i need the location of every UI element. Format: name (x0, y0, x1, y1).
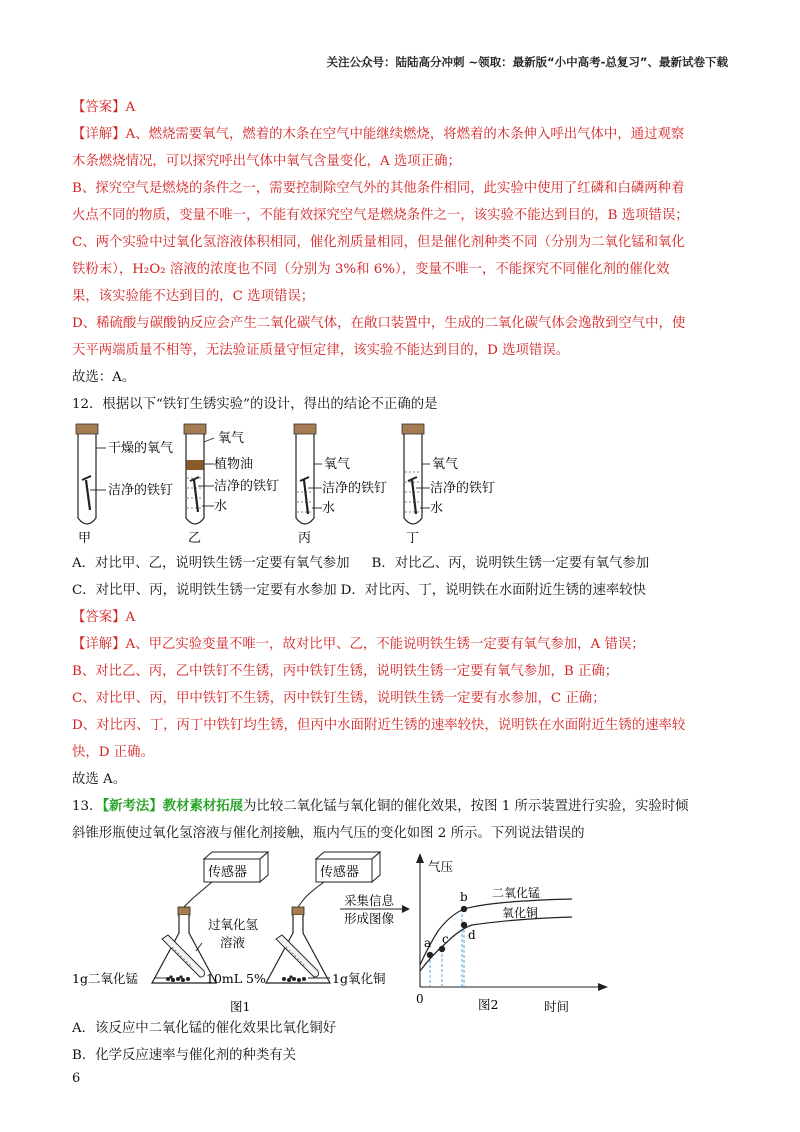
q12-options-row-1 (72, 550, 728, 577)
point-label-a: a (424, 936, 432, 950)
point-a (427, 952, 433, 958)
point-d (461, 922, 467, 928)
right-catalyst-label: 1g氧化铜 (332, 971, 386, 986)
nail-rust-tubes-diagram (72, 418, 728, 546)
tag-topic: 教材素材拓展 (162, 798, 244, 814)
y-axis-label: 气压 (428, 859, 454, 874)
q12-detail-line: B、对比乙、丙，乙中铁钉不生锈，丙中铁钉生锈，说明铁生锈一定要有氧气参加，B 正确； (72, 664, 619, 679)
q13-number: 13． (72, 799, 103, 814)
point-label-d: d (468, 928, 476, 942)
curve-label-cuo: 氧化铜 (502, 906, 539, 920)
page-content (72, 94, 728, 1069)
q11-detail-line: 铁粉末），H₂O₂ 溶液的浓度也不同（分别为 3%和 6%），变量不唯一，不能探究不同催化剂的催化效 (72, 262, 670, 277)
q12-option-b: B．对比乙、丙，说明铁生锈一定要有氧气参加 (371, 556, 650, 571)
sensor-box-left (204, 852, 268, 882)
curve-label-mno2: 二氧化锰 (492, 886, 541, 900)
q11-detail-line: B、探究空气是燃烧的条件之一，需要控制除空气外的其他条件相同，此实验中使用了红磷和白磷两种着 (72, 181, 685, 196)
tube-name-bing: 丙 (298, 531, 312, 546)
q12-option-c: C．对比甲、丙，说明铁生锈一定要有水参加 (72, 583, 337, 598)
label-oxygen: 氧气 (432, 457, 459, 472)
point-c (439, 946, 445, 952)
q12-detail-line: C、对比甲、丙，甲中铁钉不生锈，丙中铁钉生锈，说明铁生锈一定要有水参加，C 正确； (72, 691, 606, 706)
label-plant-oil: 植物油 (214, 457, 254, 472)
figure1-caption: 图1 (230, 999, 251, 1014)
q11-detail-line: 天平两端质量不相等，无法验证质量守恒定律，该实验不能达到目的，D 选项错误。 (72, 343, 570, 358)
figure1 (72, 852, 410, 1014)
sensor-label: 传感器 (208, 865, 248, 880)
label-water: 水 (214, 499, 228, 514)
label-dry-oxygen: 干燥的氧气 (108, 441, 174, 456)
volume-label: 10mL 5% (206, 971, 266, 986)
figure2-graph (416, 853, 608, 1014)
tube-ding (402, 424, 495, 546)
point-label-b: b (460, 890, 468, 904)
q11-answer: 【答案】A (72, 100, 136, 115)
q13-option-a: A．该反应中二氧化锰的催化效果比氧化铜好 (72, 1021, 337, 1036)
left-catalyst-label: 1g二氧化锰 (72, 971, 138, 986)
q11-detail-line: 木条燃烧情况，可以探究呼出气体中氧气含量变化，A 选项正确； (72, 154, 461, 169)
q12-detail-line: 快，D 正确。 (72, 745, 154, 760)
tube-yi (184, 424, 279, 546)
label-clean-nail: 洁净的铁钉 (108, 483, 174, 498)
q12-option-a: A．对比甲、乙，说明铁生锈一定要有氧气参加 (72, 556, 350, 571)
tag-new-method: 【新考法】 (102, 798, 163, 814)
q12-figure (72, 418, 728, 546)
tube-name-ding: 丁 (406, 531, 420, 546)
q12-option-d: D．对比丙、丁，说明铁在水面附近生锈的速率较快 (340, 583, 646, 598)
tube-name-jia: 甲 (78, 531, 92, 546)
q11-detail-line: 果，该实验能不达到目的，C 选项错误； (72, 289, 315, 304)
q13-stem-line-2: 斜锥形瓶使过氧化氢溶液与催化剂接触，瓶内气压的变化如图 2 所示。下列说法错误的 (72, 826, 585, 841)
point-b (461, 906, 467, 912)
label-oxygen: 氧气 (324, 457, 351, 472)
page-number: 6 (72, 1071, 81, 1086)
x-axis-label: 时间 (544, 999, 570, 1014)
label-clean-nail: 洁净的铁钉 (430, 481, 496, 496)
q13-option-b: B．化学反应速率与催化剂的种类有关 (72, 1048, 297, 1063)
q11-detail-line: 火点不同的物质，变量不唯一，不能有效探究空气是燃烧条件之一，该实验不能达到目的，B 选项错误； (72, 208, 689, 223)
q11-conclusion: 故选：A。 (72, 370, 136, 385)
collect-label-1: 采集信息 (344, 893, 395, 908)
tube-jia (76, 424, 173, 546)
solution-label-1: 过氧化氢 (208, 917, 259, 932)
label-water: 水 (430, 501, 444, 516)
q13-stem-text: 为比较二氧化锰与氧化铜的催化效果，按图 1 所示装置进行实验，实验时倾 (243, 799, 689, 814)
q12-detail-line: 【详解】A、甲乙实验变量不唯一，故对比甲、乙，不能说明铁生锈一定要有氧气参加，A 错误； (72, 637, 645, 652)
q13-stem-line-1 (72, 793, 728, 820)
point-label-c: c (442, 932, 449, 946)
sensor-box-right (316, 852, 380, 882)
figure2-caption: 图2 (478, 997, 499, 1012)
q12-detail-line: D、对比丙、丁，丙丁中铁钉均生锈，但丙中水面附近生锈的速率较快，说明铁在水面附近生锈的速率较 (72, 718, 686, 733)
label-clean-nail: 洁净的铁钉 (214, 479, 280, 494)
catalyst-experiment-diagram (72, 847, 728, 1015)
tube-bing (294, 424, 387, 546)
q11-detail-line: 【详解】A、燃烧需要氧气，燃着的木条在空气中能继续燃烧，将燃着的木条伸入呼出气体中，通过观察 (72, 127, 685, 142)
page-header: 关注公众号：陆陆高分冲刺 ~领取：最新版“小中高考-总复习”、最新试卷下载 (326, 55, 728, 69)
label-clean-nail: 洁净的铁钉 (322, 481, 388, 496)
q11-detail-line: C、两个实验中过氧化氢溶液体积相同，催化剂质量相同，但是催化剂种类不同（分别为二氧化锰和氧化 (72, 235, 685, 250)
label-oxygen: 氧气 (218, 431, 245, 446)
q12-conclusion: 故选 A。 (72, 772, 127, 787)
collect-label-2: 形成图像 (344, 911, 395, 926)
q12-stem: 12．根据以下“铁钉生锈实验”的设计，得出的结论不正确的是 (72, 397, 438, 412)
q11-detail-line: D、稀硫酸与碳酸钠反应会产生二氧化碳气体，在敞口装置中，生成的二氧化碳气体会逸散到空气中，使 (72, 316, 686, 331)
origin-label: 0 (416, 992, 424, 1006)
q13-figure (72, 847, 728, 1015)
label-water: 水 (322, 501, 336, 516)
solution-label-2: 溶液 (220, 935, 246, 950)
q12-options-row-2 (72, 577, 728, 604)
q12-answer: 【答案】A (72, 610, 136, 625)
sensor-label: 传感器 (320, 865, 360, 880)
tube-name-yi: 乙 (188, 531, 202, 546)
